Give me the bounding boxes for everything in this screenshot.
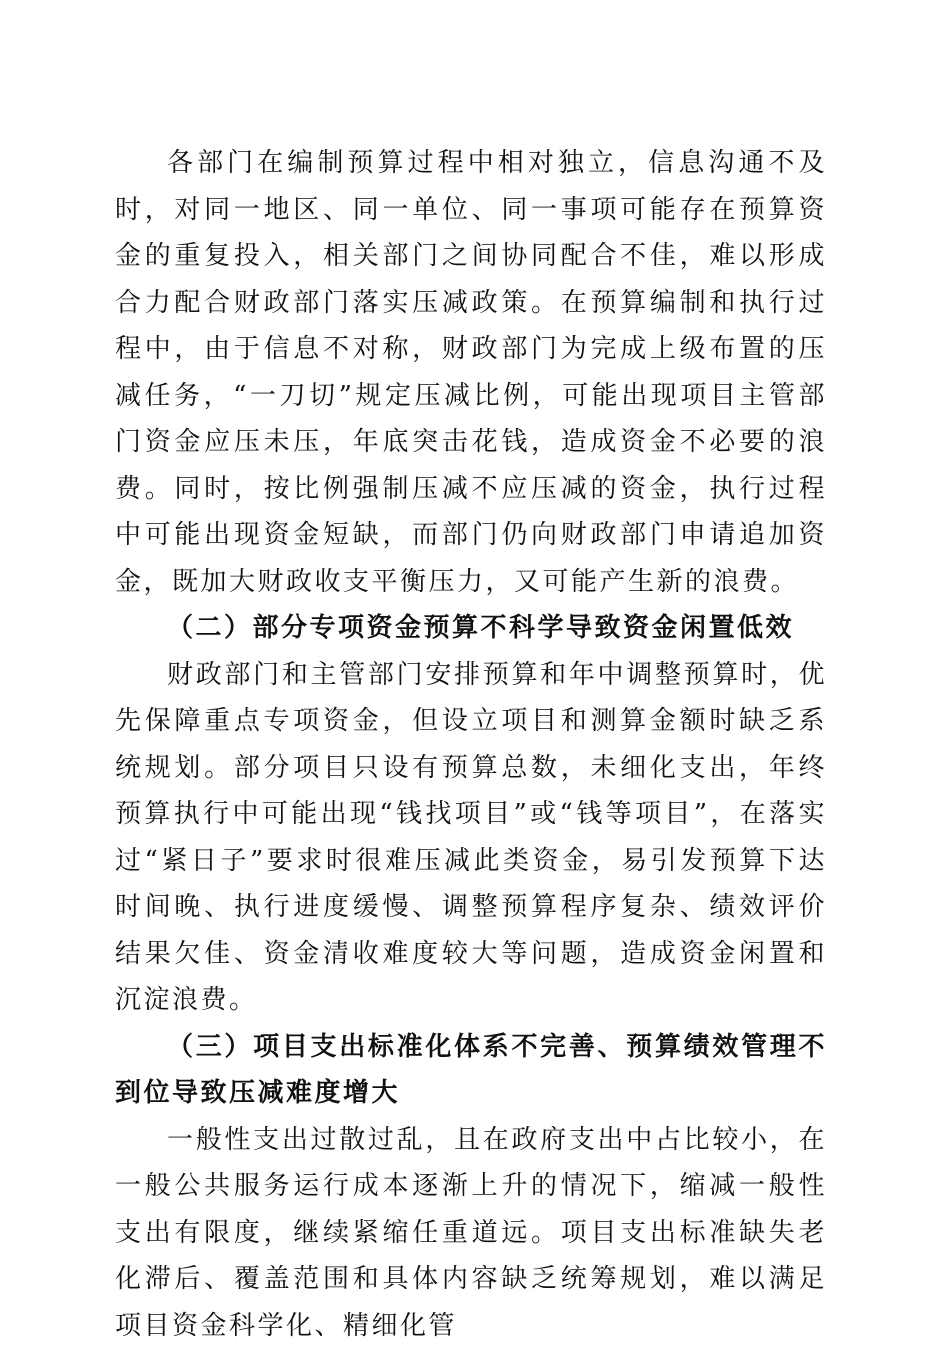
- paragraph-special-funds: 财政部门和主管部门安排预算和年中调整预算时，优先保障重点专项资金，但设立项目和测算金额时缺乏系统规划。部分项目只设有预算总数，未细化支出，年终预算执行中可能出现“钱找项目”或“钱等项目”，在落实过“紧日子”要求时很难压减此类资金，易引发预算下达时间晚、执行进度缓慢、调整预算程序复杂、绩效评价结果欠佳、资金清收难度较大等问题，造成资金闲置和沉淀浪费。: [115, 652, 827, 1024]
- paragraph-general-expenditure: 一般性支出过散过乱，且在政府支出中占比较小，在一般公共服务运行成本逐渐上升的情况下，缩减一般性支出有限度，继续紧缩任重道远。项目支出标准缺失老化滞后、覆盖范围和具体内容缺乏统筹规划，难以满足项目资金科学化、精细化管: [115, 1117, 827, 1349]
- section-heading-2: （二）部分专项资金预算不科学导致资金闲置低效: [115, 605, 827, 652]
- paragraph-coordination: 各部门在编制预算过程中相对独立，信息沟通不及时，对同一地区、同一单位、同一事项可能存在预算资金的重复投入，相关部门之间协同配合不佳，难以形成合力配合财政部门落实压减政策。在预算编制和执行过程中，由于信息不对称，财政部门为完成上级布置的压减任务，“一刀切”规定压减比例，可能出现项目主管部门资金应压未压，年底突击花钱，造成资金不必要的浪费。同时，按比例强制压减不应压减的资金，执行过程中可能出现资金短缺，而部门仍向财政部门申请追加资金，既加大财政收支平衡压力，又可能产生新的浪费。: [115, 140, 827, 605]
- section-heading-3: （三）项目支出标准化体系不完善、预算绩效管理不到位导致压减难度增大: [115, 1024, 827, 1117]
- document-body: [115, 140, 827, 1349]
